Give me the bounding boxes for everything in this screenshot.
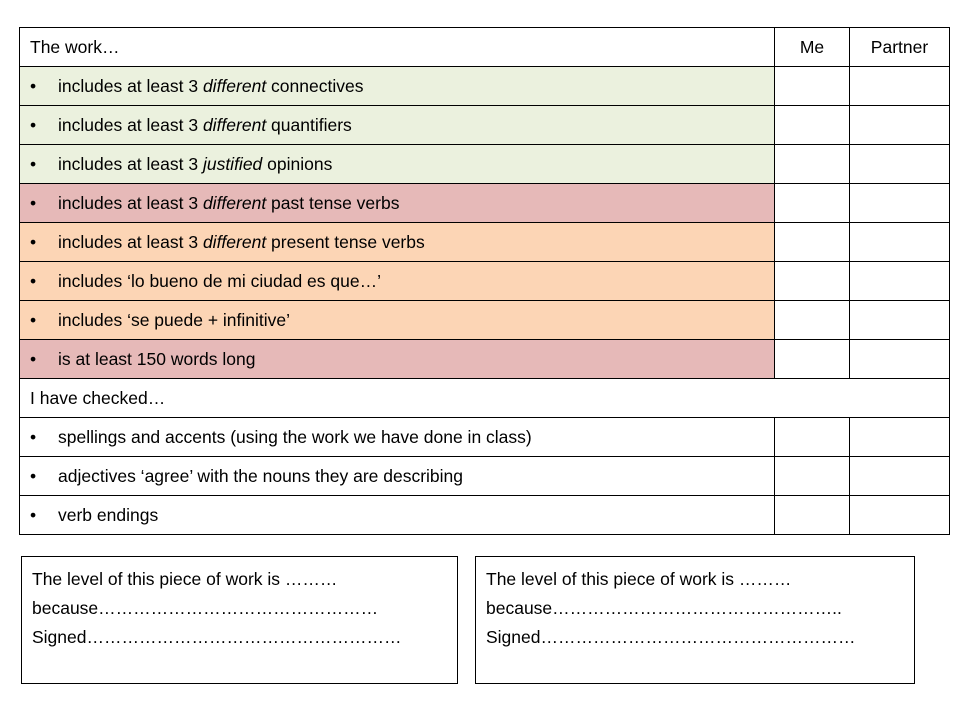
me-checkbox[interactable] bbox=[775, 184, 850, 223]
criterion-cell bbox=[20, 340, 775, 379]
me-checkbox[interactable] bbox=[775, 223, 850, 262]
me-checkbox[interactable] bbox=[775, 418, 850, 457]
level-statement: The level of this piece of work is ……… bbox=[32, 569, 338, 589]
signed-line: Signed……………………………………………… bbox=[32, 627, 402, 647]
criterion-text-emphasis: different bbox=[202, 75, 267, 96]
criterion-text-post: past tense verbs bbox=[266, 192, 400, 213]
criterion-text-pre: includes at least 3 bbox=[58, 75, 203, 96]
criterion-row bbox=[20, 262, 950, 301]
criterion-row bbox=[20, 301, 950, 340]
me-checkbox[interactable] bbox=[775, 340, 850, 379]
partner-checkbox[interactable] bbox=[850, 262, 950, 301]
me-checkbox[interactable] bbox=[775, 262, 850, 301]
criterion-text-emphasis: different bbox=[202, 231, 267, 252]
me-checkbox[interactable] bbox=[775, 145, 850, 184]
bullet: • bbox=[30, 114, 37, 135]
criterion-text-emphasis: justified bbox=[202, 153, 263, 174]
criterion-cell bbox=[20, 184, 775, 223]
bullet: • bbox=[30, 504, 37, 525]
signed-line: Signed……………………………………………… bbox=[486, 627, 856, 647]
check-rows bbox=[20, 418, 950, 535]
checked-header-row bbox=[20, 379, 950, 418]
bullet: • bbox=[30, 426, 37, 447]
partner-checkbox[interactable] bbox=[850, 67, 950, 106]
criterion-cell bbox=[20, 262, 775, 301]
bullet: • bbox=[30, 348, 37, 369]
partner-checkbox[interactable] bbox=[850, 496, 950, 535]
header-me: Me bbox=[775, 28, 850, 67]
criteria-rows bbox=[20, 67, 950, 379]
bullet: • bbox=[30, 270, 37, 291]
criterion-row bbox=[20, 67, 950, 106]
me-checkbox[interactable] bbox=[775, 67, 850, 106]
criterion-text-pre: includes at least 3 bbox=[58, 153, 203, 174]
criterion-text-pre: includes at least 3 bbox=[58, 192, 203, 213]
me-checkbox[interactable] bbox=[775, 496, 850, 535]
self-assessment-checklist bbox=[19, 27, 950, 535]
criterion-text-post: connectives bbox=[266, 75, 364, 96]
bullet: • bbox=[30, 192, 37, 213]
me-checkbox[interactable] bbox=[775, 301, 850, 340]
level-box-partner bbox=[475, 556, 915, 684]
header-work: The work… bbox=[20, 28, 775, 67]
criterion-text-pre: includes ‘lo bueno de mi ciudad es que…’ bbox=[58, 270, 381, 291]
check-cell bbox=[20, 457, 775, 496]
partner-checkbox[interactable] bbox=[850, 106, 950, 145]
criterion-text-pre: is at least 150 words long bbox=[58, 348, 256, 369]
partner-checkbox[interactable] bbox=[850, 418, 950, 457]
check-row bbox=[20, 496, 950, 535]
criterion-cell bbox=[20, 106, 775, 145]
bullet: • bbox=[30, 465, 37, 486]
bullet: • bbox=[30, 153, 37, 174]
criterion-text-emphasis: different bbox=[202, 114, 267, 135]
criterion-row bbox=[20, 184, 950, 223]
criterion-text-post: opinions bbox=[262, 153, 333, 174]
criterion-text-post: present tense verbs bbox=[266, 231, 425, 252]
criterion-row bbox=[20, 106, 950, 145]
criterion-cell bbox=[20, 301, 775, 340]
check-text: spellings and accents (using the work we have done in class) bbox=[58, 426, 532, 447]
criterion-cell bbox=[20, 223, 775, 262]
bullet: • bbox=[30, 231, 37, 252]
partner-checkbox[interactable] bbox=[850, 145, 950, 184]
checked-header: I have checked… bbox=[20, 379, 950, 418]
partner-checkbox[interactable] bbox=[850, 301, 950, 340]
header-row bbox=[20, 28, 950, 67]
check-text: adjectives ‘agree’ with the nouns they are describing bbox=[58, 465, 464, 486]
partner-checkbox[interactable] bbox=[850, 457, 950, 496]
criterion-text-pre: includes at least 3 bbox=[58, 231, 203, 252]
partner-checkbox[interactable] bbox=[850, 223, 950, 262]
partner-checkbox[interactable] bbox=[850, 184, 950, 223]
bullet: • bbox=[30, 309, 37, 330]
bullet: • bbox=[30, 75, 37, 96]
criterion-text-emphasis: different bbox=[202, 192, 267, 213]
check-cell bbox=[20, 496, 775, 535]
check-text: verb endings bbox=[58, 504, 159, 525]
level-statement: The level of this piece of work is ……… bbox=[486, 569, 792, 589]
me-checkbox[interactable] bbox=[775, 457, 850, 496]
partner-checkbox[interactable] bbox=[850, 340, 950, 379]
check-row bbox=[20, 418, 950, 457]
criterion-text-pre: includes ‘se puede + infinitive’ bbox=[58, 309, 291, 330]
because-line: because………………………………………… bbox=[32, 598, 379, 618]
check-cell bbox=[20, 418, 775, 457]
criterion-cell bbox=[20, 67, 775, 106]
header-partner: Partner bbox=[850, 28, 950, 67]
because-line: because………………………………………….. bbox=[486, 598, 842, 618]
criterion-cell bbox=[20, 145, 775, 184]
level-box-me bbox=[21, 556, 458, 684]
criterion-row bbox=[20, 223, 950, 262]
criterion-text-pre: includes at least 3 bbox=[58, 114, 203, 135]
criterion-text-post: quantifiers bbox=[266, 114, 352, 135]
check-row bbox=[20, 457, 950, 496]
me-checkbox[interactable] bbox=[775, 106, 850, 145]
criterion-row bbox=[20, 145, 950, 184]
criterion-row bbox=[20, 340, 950, 379]
